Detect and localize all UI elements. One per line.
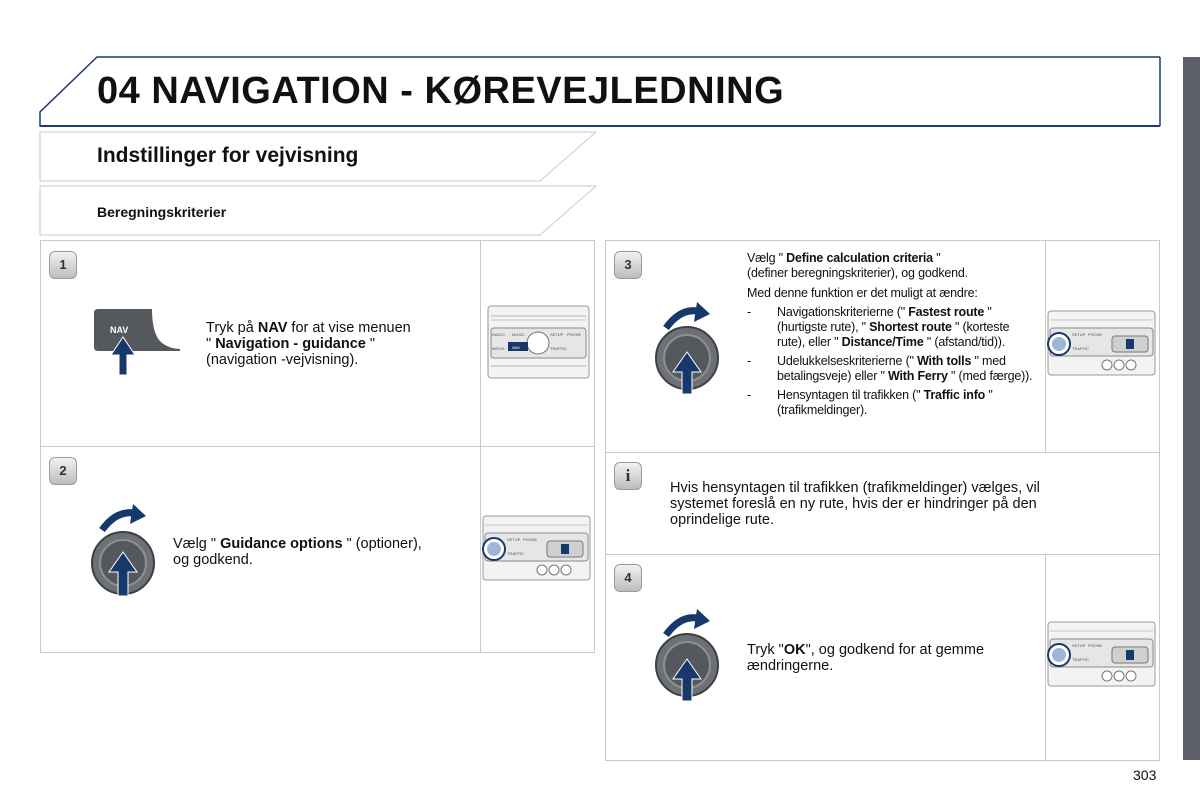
svg-text:TRAFFIC: TRAFFIC <box>550 346 567 351</box>
step-4-text: Tryk "OK", og godkend for at gemme ændringerne. <box>747 642 985 674</box>
step-3-text: Vælg " Define calculation criteria " (definer beregningskriterier), og godkend. Med denne funktion er det muligt at ændre: - Navigationskriterierne (" Fastest route " (hurtigste rute), " Shortest route " (korteste rute), eller " Distance/Time " (afstand/tid)). - Udelukkelseskriterierne (" With tolls " med betalingsveje) eller " With Ferry " (med færge)). - Hensyntagen til trafikken (" Traffic info " (trafikmeldinger). <box>747 251 1039 418</box>
step-2-text: Vælg " Guidance options " (optioner), og godkend. <box>173 536 422 568</box>
svg-text:TRAFFIC: TRAFFIC <box>1072 346 1089 351</box>
section-subtitle: Beregningskriterier <box>97 204 227 220</box>
nav-key-label: NAV <box>110 325 129 335</box>
control-panel-illustration <box>1046 308 1157 378</box>
section-title: Indstillinger for vejvisning <box>97 144 359 167</box>
step-1-number: 1 <box>49 251 77 279</box>
svg-text:TRAFFIC: TRAFFIC <box>1072 657 1089 662</box>
svg-text:MUSIC: MUSIC <box>512 332 525 337</box>
svg-text:PHONE: PHONE <box>523 537 538 542</box>
svg-text:NAV: NAV <box>512 345 520 350</box>
svg-text:SETUP: SETUP <box>550 332 564 337</box>
control-panel-illustration <box>1046 619 1157 689</box>
step-2-number: 2 <box>49 457 77 485</box>
nav-key-icon <box>90 305 185 380</box>
svg-text:SETUP: SETUP <box>507 537 521 542</box>
step-4-number: 4 <box>614 564 642 592</box>
step-1-text: Tryk på NAV for at vise menuen " Navigation - guidance " (navigation -vejvisning). <box>206 320 411 368</box>
svg-text:PHONE: PHONE <box>567 332 582 337</box>
radio-panel-illustration <box>487 302 590 380</box>
svg-text:SETUP: SETUP <box>1072 332 1086 337</box>
svg-text:PHONE: PHONE <box>1088 643 1103 648</box>
svg-text:MEDIA: MEDIA <box>492 346 505 351</box>
svg-text:RADIO: RADIO <box>492 332 505 337</box>
rotary-knob-icon <box>652 605 727 705</box>
info-icon: i <box>614 462 642 490</box>
control-panel-illustration <box>481 513 592 583</box>
chapter-tab-bar <box>1183 57 1200 760</box>
page-number: 303 <box>1133 767 1157 783</box>
svg-text:SETUP: SETUP <box>1072 643 1086 648</box>
section-frames <box>0 125 600 240</box>
svg-text:PHONE: PHONE <box>1088 332 1103 337</box>
info-text: Hvis hensyntagen til trafikken (trafikmeldinger) vælges, vil systemet foreslå en ny rute, hvis der er hindringer på den oprindelige rute. <box>670 480 1040 528</box>
criteria-item: - Udelukkelseskriterierne (" With tolls " med betalingsveje) eller " With Ferry " (med færge)). <box>747 354 1033 383</box>
step-3-number: 3 <box>614 251 642 279</box>
criteria-item: - Navigationskriterierne (" Fastest route " (hurtigste rute), " Shortest route " (korteste rute), eller " Distance/Time " (afstand/tid)). <box>747 305 1010 349</box>
rotary-knob-icon <box>652 298 727 398</box>
svg-text:TRAFFIC: TRAFFIC <box>507 551 524 556</box>
criteria-item: - Hensyntagen til trafikken (" Traffic info " (trafikmeldinger). <box>747 388 993 417</box>
chapter-title: 04 NAVIGATION - KØREVEJLEDNING <box>97 70 785 112</box>
rotary-knob-icon <box>88 500 163 600</box>
